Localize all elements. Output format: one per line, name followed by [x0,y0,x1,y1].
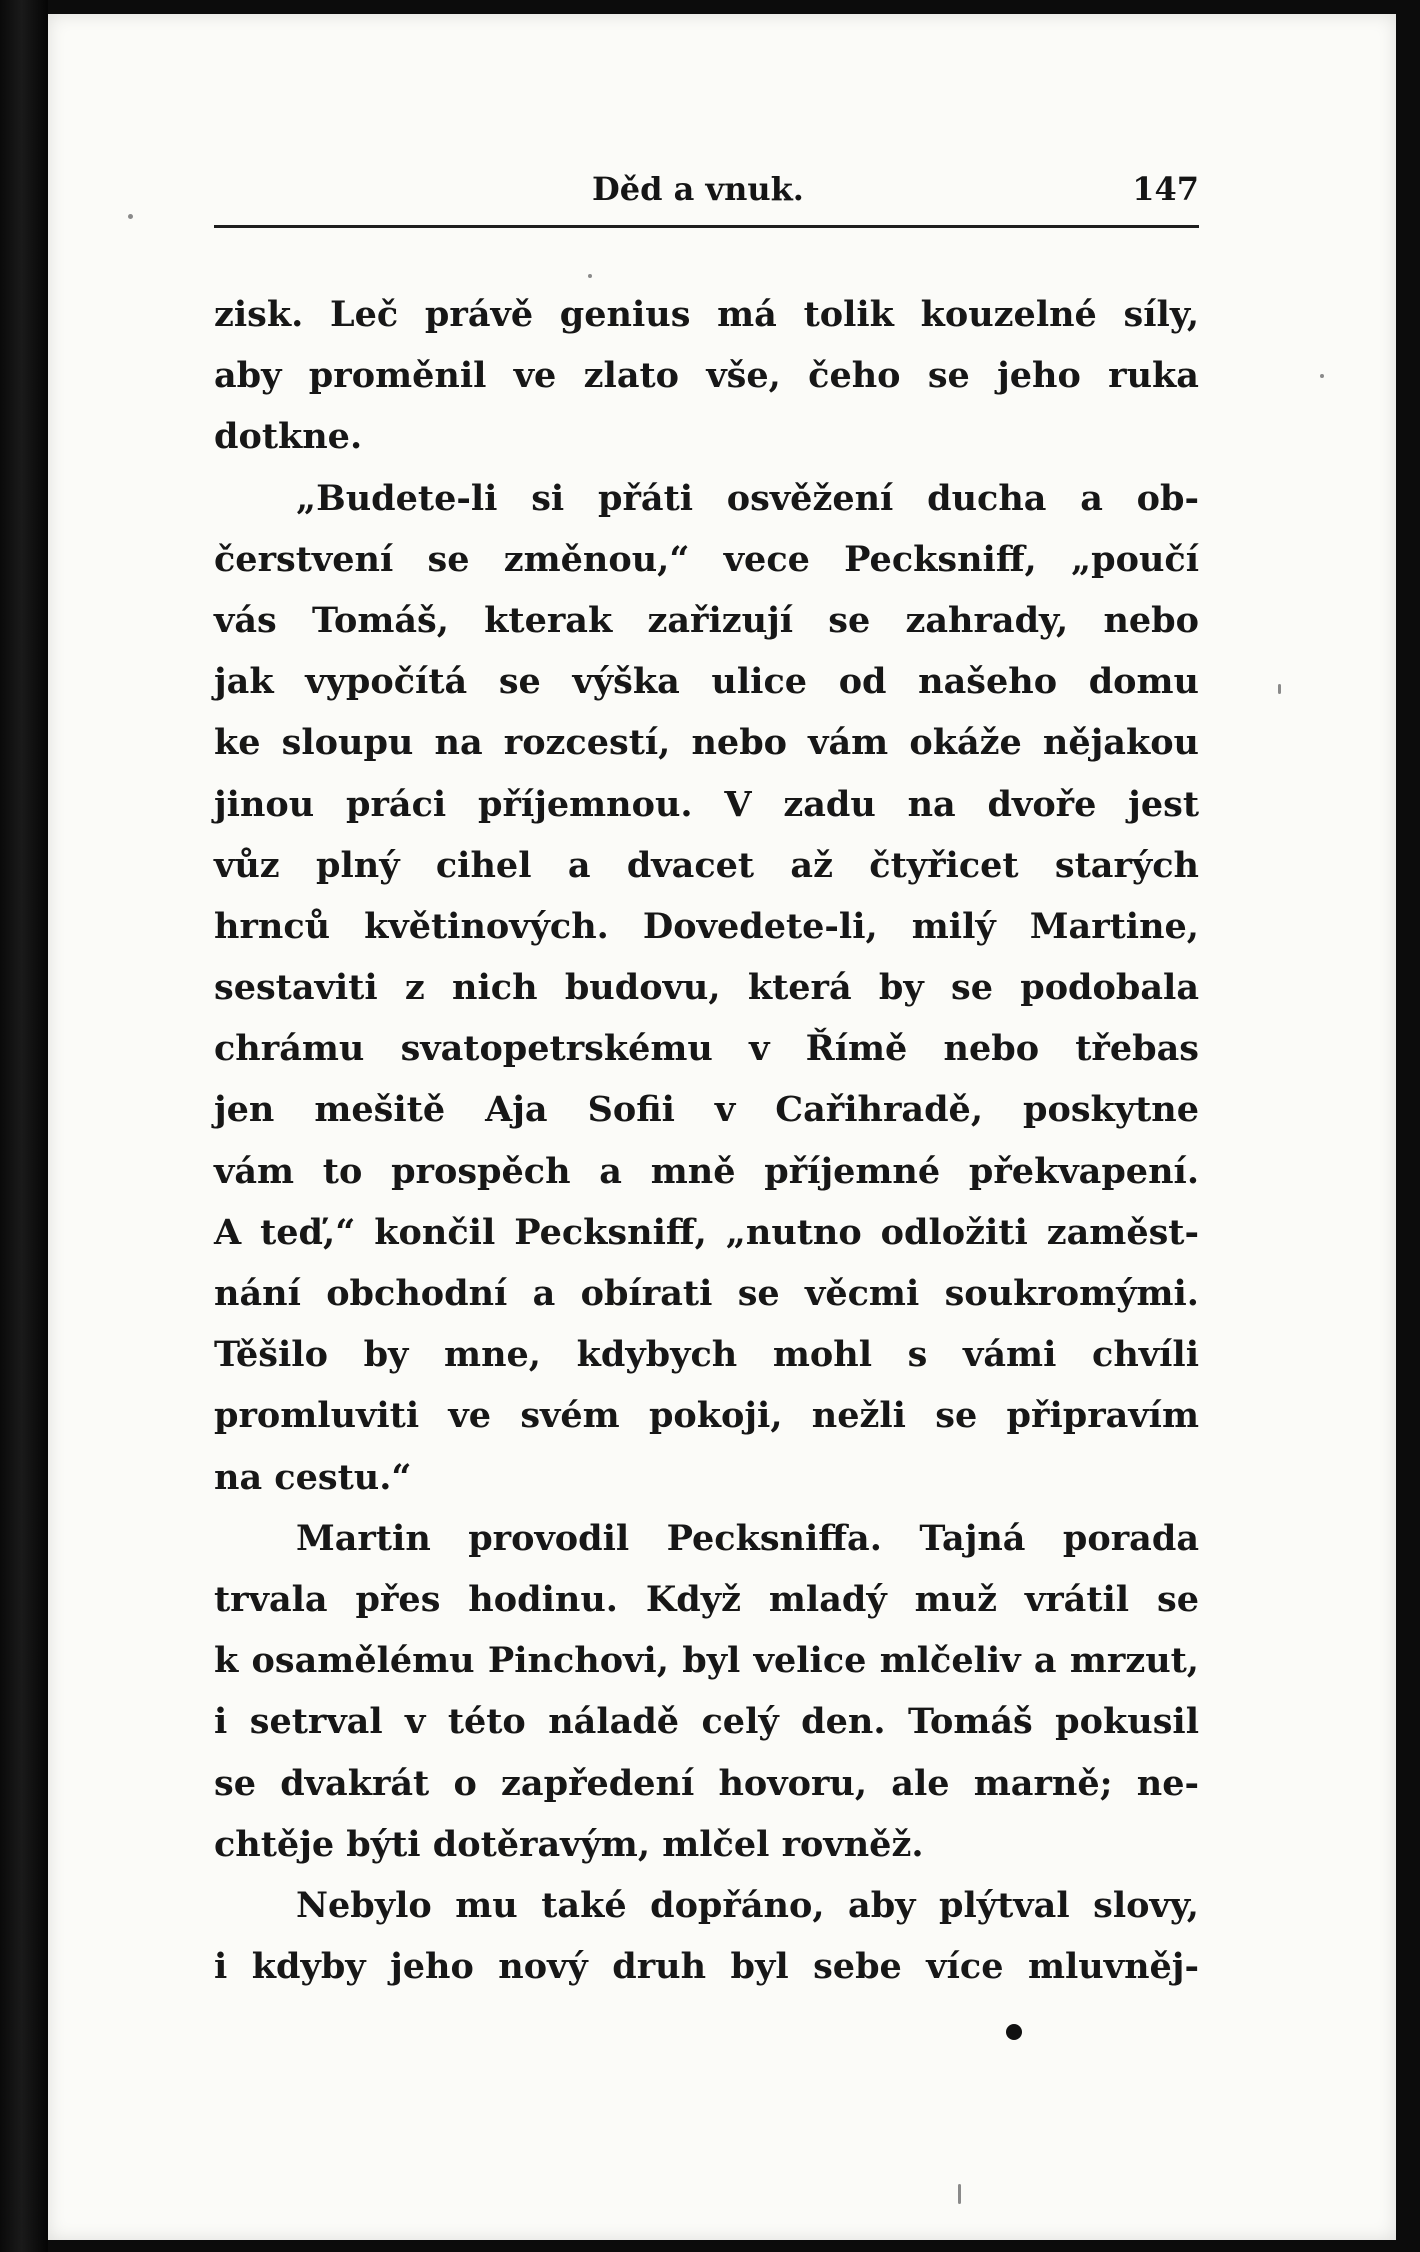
text-line: jak vypočítá se výška ulice od našeho domu [214,661,1199,703]
book-spine-shadow [0,0,48,2252]
paper-speck [958,2184,961,2204]
text-line: vám to prospěch a mně příjemné překvapení. [214,1150,1199,1192]
text-line: chrámu svatopetrskému v Římě nebo třebas [214,1028,1199,1070]
text-line: jen mešitě Aja Sofii v Cařihradě, poskytne [214,1089,1199,1131]
text-line: Nebylo mu také dopřáno, aby plýtval slovy, [296,1884,1199,1926]
text-line: nání obchodní a obírati se věcmi soukromými. [214,1273,1199,1314]
text-line: čerstvení se změnou,“ vece Pecksniff, „poučí [214,538,1199,580]
text-line: dotkne. [214,416,363,458]
text-line: Martin provodil Pecksniffa. Tajná porada [296,1517,1199,1559]
text-line: vůz plný cihel a dvacet až čtyřicet starých [214,844,1199,886]
text-line: zisk. Leč právě genius má tolik kouzelné síly, [214,294,1199,335]
paper-speck [128,214,133,219]
text-line: na cestu.“ [214,1456,412,1498]
text-line: k osamělému Pinchovi, byl velice mlčeliv a mrzut, [214,1640,1199,1682]
running-header [214,170,1199,220]
text-line: jinou práci příjemnou. V zadu na dvoře jest [214,783,1199,825]
text-line: aby proměnil ve zlato vše, čeho se jeho ruka [214,355,1199,397]
text-line: i setrval v této náladě celý den. Tomáš pokusil [214,1701,1199,1743]
dot-ornament-icon [1006,2024,1022,2040]
text-line: se dvakrát o zapředení hovoru, ale marně; ne- [214,1762,1199,1804]
text-line: chtěje býti dotěravým, mlčel rovněž. [214,1823,924,1865]
page-body-text [214,284,1199,1997]
text-line: i kdyby jeho nový druh byl sebe více mluvněj- [214,1946,1199,1988]
text-line: Těšilo by mne, kdybych mohl s vámi chvíli [214,1334,1199,1376]
text-line: trvala přes hodinu. Když mladý muž vrátil se [214,1578,1199,1620]
text-line: hrnců květinových. Dovedete-li, milý Martine, [214,905,1199,947]
paper-speck [588,274,592,278]
text-line: sestaviti z nich budovu, která by se podobala [214,967,1199,1009]
header-rule [214,225,1199,228]
text-line: A teď,“ končil Pecksniff, „nutno odložiti zaměst- [214,1211,1199,1253]
paper-speck [1320,374,1324,378]
page-number: 147 [1132,170,1199,208]
text-line: „Budete-li si přáti osvěžení ducha a ob- [296,477,1199,519]
running-title: Děd a vnuk. [592,170,804,208]
text-line: promluviti ve svém pokoji, nežli se připravím [214,1395,1199,1437]
text-line: ke sloupu na rozcestí, nebo vám okáže nějakou [214,722,1199,764]
paper-speck [1278,684,1281,694]
text-line: vás Tomáš, kterak zařizují se zahrady, nebo [214,599,1199,641]
